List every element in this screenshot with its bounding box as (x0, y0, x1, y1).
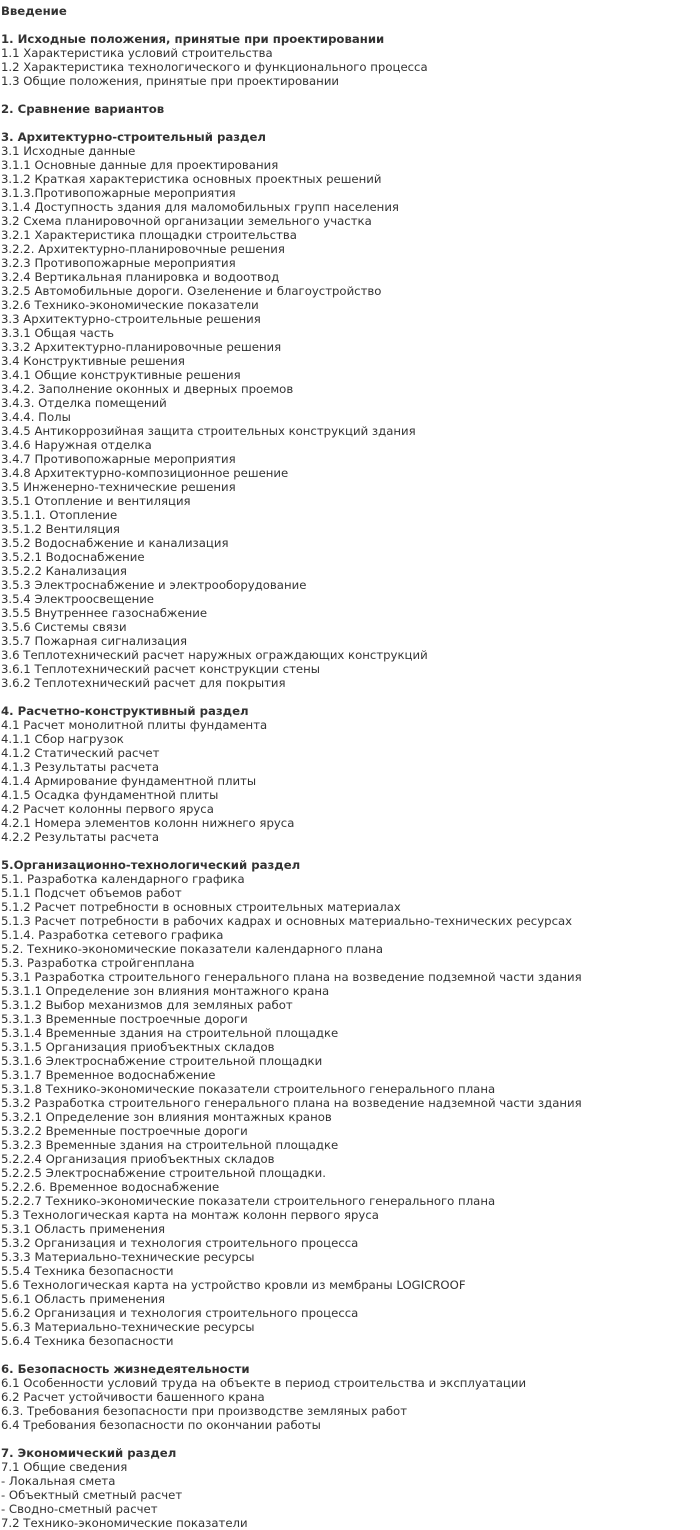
toc-item: 5.3.1.3 Временные построечные дороги (1, 1012, 248, 1026)
toc-item: 3.5.5 Внутреннее газоснабжение (1, 606, 208, 620)
section-heading: 6. Безопасность жизнедеятельности (1, 1362, 250, 1376)
toc-item: 5.3. Разработка стройгенплана (1, 956, 195, 970)
toc-item: 4.1.1 Сбор нагрузок (1, 732, 124, 746)
toc-item: 5.2. Технико-экономические показатели календарного плана (1, 942, 384, 956)
toc-item: - Сводно-сметный расчет (1, 1502, 158, 1516)
toc-item: 3.5.3 Электроснабжение и электрооборудование (1, 578, 307, 592)
toc-item: 3.2.1 Характеристика площадки строительства (1, 228, 297, 242)
toc-item: 3.4.5 Антикоррозийная защита строительных конструкций здания (1, 424, 416, 438)
section-heading: 1. Исходные положения, принятые при проектировании (1, 32, 385, 46)
toc-item: 3.6 Теплотехнический расчет наружных ограждающих конструкций (1, 648, 428, 662)
toc-item: 3.1.4 Доступность здания для маломобильных групп населения (1, 200, 399, 214)
toc-item: 5.1.4. Разработка сетевого графика (1, 928, 224, 942)
toc-item: 3.4.2. Заполнение оконных и дверных проемов (1, 382, 294, 396)
spacer (1, 690, 700, 704)
toc-item: 3.4 Конструктивные решения (1, 354, 185, 368)
spacer (1, 1432, 700, 1446)
toc-item: 5.6.4 Техника безопасности (1, 1334, 174, 1348)
toc-item: 5.5.4 Техника безопасности (1, 1264, 174, 1278)
toc-item: 3.5.2.1 Водоснабжение (1, 550, 145, 564)
toc-item: 5.3.1 Разработка строительного генерального плана на возведение подземной части здания (1, 970, 582, 984)
toc-item: 5.3.2.1 Определение зон влияния монтажных кранов (1, 1110, 332, 1124)
toc-item: 3.2.3 Противопожарные мероприятия (1, 256, 236, 270)
toc-item: 3.3.1 Общая часть (1, 326, 114, 340)
toc-item: 3.5.2.2 Канализация (1, 564, 127, 578)
toc-item: 3.5.2 Водоснабжение и канализация (1, 536, 229, 550)
toc-item: 3.3 Архитектурно-строительные решения (1, 312, 261, 326)
toc-item: 5.6 Технологическая карта на устройство кровли из мембраны LOGICROOF (1, 1278, 466, 1292)
toc-item: 6.2 Расчет устойчивости башенного крана (1, 1390, 265, 1404)
toc-item: 6.4 Требования безопасности по окончании работы (1, 1418, 321, 1432)
toc-item: 5.3.3 Материально-технические ресурсы (1, 1250, 255, 1264)
toc-item: 4.2.1 Номера элементов колонн нижнего яруса (1, 816, 295, 830)
toc-item: 3.5.7 Пожарная сигнализация (1, 634, 188, 648)
toc-item: 5.2.2.4 Организация приобъектных складов (1, 1152, 275, 1166)
spacer (1, 844, 700, 858)
toc-item: 3.5.6 Системы связи (1, 620, 127, 634)
toc-item: 3.1 Исходные данные (1, 144, 136, 158)
toc-item: 5.3.1.5 Организация приобъектных складов (1, 1040, 275, 1054)
toc-item: 3.6.1 Теплотехнический расчет конструкции стены (1, 662, 320, 676)
toc-item: 5.3.1.7 Временное водоснабжение (1, 1068, 216, 1082)
toc-sections (1, 32, 700, 1530)
toc-item: 7.1 Общие сведения (1, 1460, 128, 1474)
toc-item: 3.5.4 Электроосвещение (1, 592, 154, 606)
toc-item: 7.2 Технико-экономические показатели (1, 1516, 248, 1530)
toc-item: 3.1.2 Краткая характеристика основных проектных решений (1, 172, 382, 186)
toc-item: 4.1.4 Армирование фундаментной плиты (1, 774, 257, 788)
toc-item: 5.3.2 Разработка строительного генерального плана на возведение надземной части здания (1, 1096, 582, 1110)
toc-item: 5.2.2.7 Технико-экономические показатели строительного генерального плана (1, 1194, 496, 1208)
toc-item: 3.4.7 Противопожарные мероприятия (1, 452, 236, 466)
toc-item: 3.4.3. Отделка помещений (1, 396, 167, 410)
toc-item: 5.3.1.1 Определение зон влияния монтажного крана (1, 984, 330, 998)
spacer (1, 88, 700, 102)
toc-item: 3.2.5 Автомобильные дороги. Озеленение и благоустройство (1, 284, 382, 298)
toc-item: 4.1.3 Результаты расчета (1, 760, 159, 774)
toc-item: 5.3 Технологическая карта на монтаж колонн первого яруса (1, 1208, 379, 1222)
toc-item: 5.6.1 Область применения (1, 1292, 166, 1306)
toc-item: 3.5.1.1. Отопление (1, 508, 118, 522)
toc-item: 5.2.2.6. Временное водоснабжение (1, 1180, 220, 1194)
toc-item: - Объектный сметный расчет (1, 1488, 183, 1502)
toc-item: 3.1.3.Противопожарные мероприятия (1, 186, 236, 200)
section-heading: 4. Расчетно-конструктивный раздел (1, 704, 249, 718)
toc-item: - Локальная смета (1, 1474, 116, 1488)
toc-item: 5.1.1 Подсчет объемов работ (1, 886, 182, 900)
toc-item: 3.3.2 Архитектурно-планировочные решения (1, 340, 282, 354)
toc-item: 3.6.2 Теплотехнический расчет для покрытия (1, 676, 286, 690)
toc-item: 5.3.1.4 Временные здания на строительной площадке (1, 1026, 339, 1040)
toc-item: 5.3.2 Организация и технология строительного процесса (1, 1236, 359, 1250)
toc-item: 3.2.6 Технико-экономические показатели (1, 298, 259, 312)
toc-item: 6.3. Требования безопасности при производстве земляных работ (1, 1404, 407, 1418)
toc-item: 5.3.1 Область применения (1, 1222, 166, 1236)
toc-item: 5.6.3 Материально-технические ресурсы (1, 1320, 255, 1334)
toc-item: 3.5 Инженерно-технические решения (1, 480, 236, 494)
toc-item: 1.2 Характеристика технологического и функционального процесса (1, 60, 428, 74)
toc-item: 1.3 Общие положения, принятые при проектировании (1, 74, 340, 88)
spacer (1, 1348, 700, 1362)
toc-item: 3.4.4. Полы (1, 410, 71, 424)
toc-item: 4.1.5 Осадка фундаментной плиты (1, 788, 219, 802)
section-heading: 2. Сравнение вариантов (1, 102, 165, 116)
toc-item: 3.2.4 Вертикальная планировка и водоотвод (1, 270, 280, 284)
toc-item: 3.4.6 Наружная отделка (1, 438, 152, 452)
toc-item: 4.1 Расчет монолитной плиты фундамента (1, 718, 268, 732)
toc-item: 3.4.1 Общие конструктивные решения (1, 368, 241, 382)
toc-item: 6.1 Особенности условий труда на объекте в период строительства и эксплуатации (1, 1376, 527, 1390)
toc-item: 4.2 Расчет колонны первого яруса (1, 802, 214, 816)
toc-item: 3.1.1 Основные данные для проектирования (1, 158, 279, 172)
toc-item: 5.3.2.2 Временные построечные дороги (1, 1124, 248, 1138)
toc-item: 3.5.1.2 Вентиляция (1, 522, 120, 536)
toc-item: 1.1 Характеристика условий строительства (1, 46, 273, 60)
toc-item: 5.3.1.8 Технико-экономические показатели строительного генерального плана (1, 1082, 496, 1096)
toc-item: 4.2.2 Результаты расчета (1, 830, 159, 844)
toc-item: 5.6.2 Организация и технология строительного процесса (1, 1306, 359, 1320)
toc-item: 5.1. Разработка календарного графика (1, 872, 245, 886)
spacer (1, 18, 700, 32)
toc-item: 5.3.2.3 Временные здания на строительной площадке (1, 1138, 339, 1152)
toc-item: 4.1.2 Статический расчет (1, 746, 160, 760)
toc-item: 5.1.3 Расчет потребности в рабочих кадрах и основных материально-технических ресурсах (1, 914, 573, 928)
toc-intro-heading: Введение (1, 4, 67, 18)
toc-item: 5.1.2 Расчет потребности в основных строительных материалах (1, 900, 401, 914)
section-heading: 7. Экономический раздел (1, 1446, 177, 1460)
toc-item: 3.2 Схема планировочной организации земельного участка (1, 214, 372, 228)
section-heading: 5.Организационно-технологический раздел (1, 858, 301, 872)
toc-item: 3.2.2. Архитектурно-планировочные решения (1, 242, 285, 256)
toc-item: 3.5.1 Отопление и вентиляция (1, 494, 191, 508)
toc-item: 3.4.8 Архитектурно-композиционное решение (1, 466, 289, 480)
section-heading: 3. Архитектурно-строительный раздел (1, 130, 266, 144)
toc-item: 5.2.2.5 Электроснабжение строительной площадки. (1, 1166, 326, 1180)
spacer (1, 116, 700, 130)
toc-item: 5.3.1.6 Электроснабжение строительной площадки (1, 1054, 323, 1068)
toc-item: 5.3.1.2 Выбор механизмов для земляных работ (1, 998, 293, 1012)
